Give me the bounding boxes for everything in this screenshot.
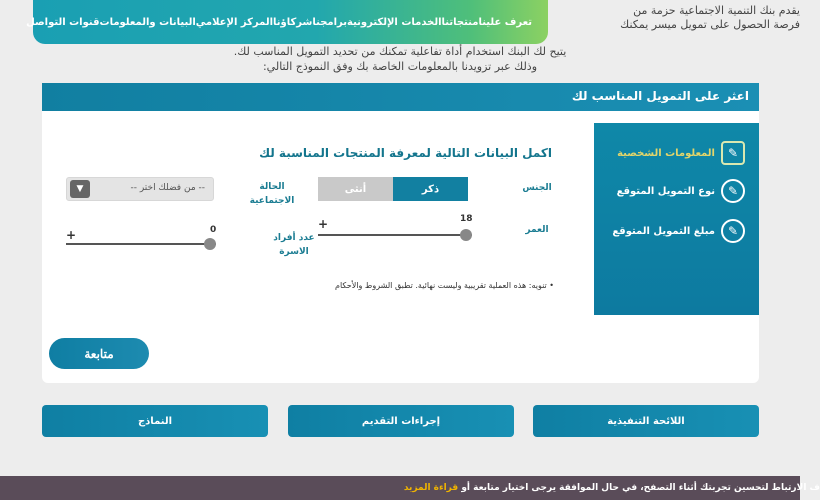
age-label: العمر — [525, 225, 549, 235]
family-size-label: عدد أفراد الاسرة — [273, 233, 315, 257]
nav-item-media-center[interactable]: المركز الإعلامي — [195, 16, 273, 28]
cookie-bar — [0, 476, 820, 500]
marital-status-label: الحالة الاجتماعية — [249, 182, 295, 206]
read-more-link[interactable]: قراءة المزيد — [403, 483, 459, 493]
age-slider[interactable] — [318, 234, 472, 236]
intro-line-2: فرصة الحصول على تمويل ميسر يمكنك — [620, 18, 800, 31]
finance-finder-card — [42, 83, 759, 383]
intro-line-3: يتيح لك البنك استخدام أداة تفاعلية تمكنك من تحديد التمويل المناسب لك. — [233, 45, 567, 58]
age-plus[interactable]: + — [318, 217, 329, 231]
gender-male-button[interactable]: ذكر — [393, 177, 468, 201]
nav-item-e-services[interactable]: الخدمات الإلكترونية — [347, 16, 442, 28]
nav-item-about[interactable]: تعرف علينا — [478, 16, 532, 28]
intro-line-4: وذلك عبر تزويدنا بالمعلومات الخاصة بك وفق النموذج التالي: — [262, 60, 538, 73]
edit-icon: ✎ — [721, 219, 745, 243]
nav-item-products[interactable]: منتجاتنا — [441, 16, 479, 28]
cookie-text — [404, 483, 820, 493]
form-title: اكمل البيانات التالية لمعرفة المنتجات المناسبة لك — [259, 146, 552, 160]
edit-icon: ✎ — [721, 141, 745, 165]
nav-item-partners[interactable]: شركاؤنا — [273, 16, 313, 28]
slider-thumb[interactable] — [460, 229, 472, 241]
edit-icon: ✎ — [721, 179, 745, 203]
gender-toggle — [318, 177, 468, 201]
cookie-message: ف الارتباط لتحسين تجربتك أثناء التصفح، في حال الموافقة يرجى اختيار متابعة أو — [461, 483, 820, 493]
gender-label: الجنس — [522, 183, 552, 193]
age-value: 18 — [460, 214, 473, 224]
steps-panel — [594, 123, 759, 315]
step-finance-type[interactable] — [617, 179, 745, 203]
family-size-slider[interactable] — [66, 243, 216, 245]
disclaimer-note: • تنويه: هذه العملية تقريبية وليست نهائية. تطبق الشروط والأحكام — [334, 281, 554, 290]
step-label: مبلغ التمويل المتوقع — [612, 225, 715, 237]
step-finance-amount[interactable] — [612, 219, 745, 243]
step-label: نوع التمويل المتوقع — [616, 185, 715, 197]
select-placeholder: -- من فضلك اختر -- — [130, 183, 205, 193]
continue-button[interactable]: متابعة — [49, 338, 149, 369]
card-header: اعثر على التمويل المناسب لك — [42, 83, 759, 111]
intro-text-top — [620, 4, 800, 32]
forms-button[interactable]: النماذج — [42, 405, 268, 437]
nav-item-data[interactable]: البيانات والمعلومات — [99, 16, 196, 28]
gender-female-button[interactable]: أنثى — [318, 177, 393, 201]
regulations-button[interactable]: اللائحة التنفيذية — [533, 405, 759, 437]
nav-item-programs[interactable]: برامجنا — [312, 16, 347, 28]
family-plus[interactable]: + — [66, 228, 77, 242]
intro-line-1: يقدم بنك التنمية الاجتماعية حزمة من — [633, 4, 800, 17]
slider-thumb[interactable] — [204, 238, 216, 250]
family-value: 0 — [210, 225, 217, 235]
step-label: المعلومات الشخصية — [617, 147, 715, 159]
main-nav — [26, 0, 548, 44]
procedures-button[interactable]: إجراءات التقديم — [288, 405, 514, 437]
step-personal-info[interactable] — [617, 141, 745, 165]
nav-item-contact[interactable]: قنوات التواصل — [26, 16, 100, 28]
marital-status-select[interactable] — [66, 177, 214, 201]
chevron-down-icon: ▼ — [70, 180, 90, 198]
